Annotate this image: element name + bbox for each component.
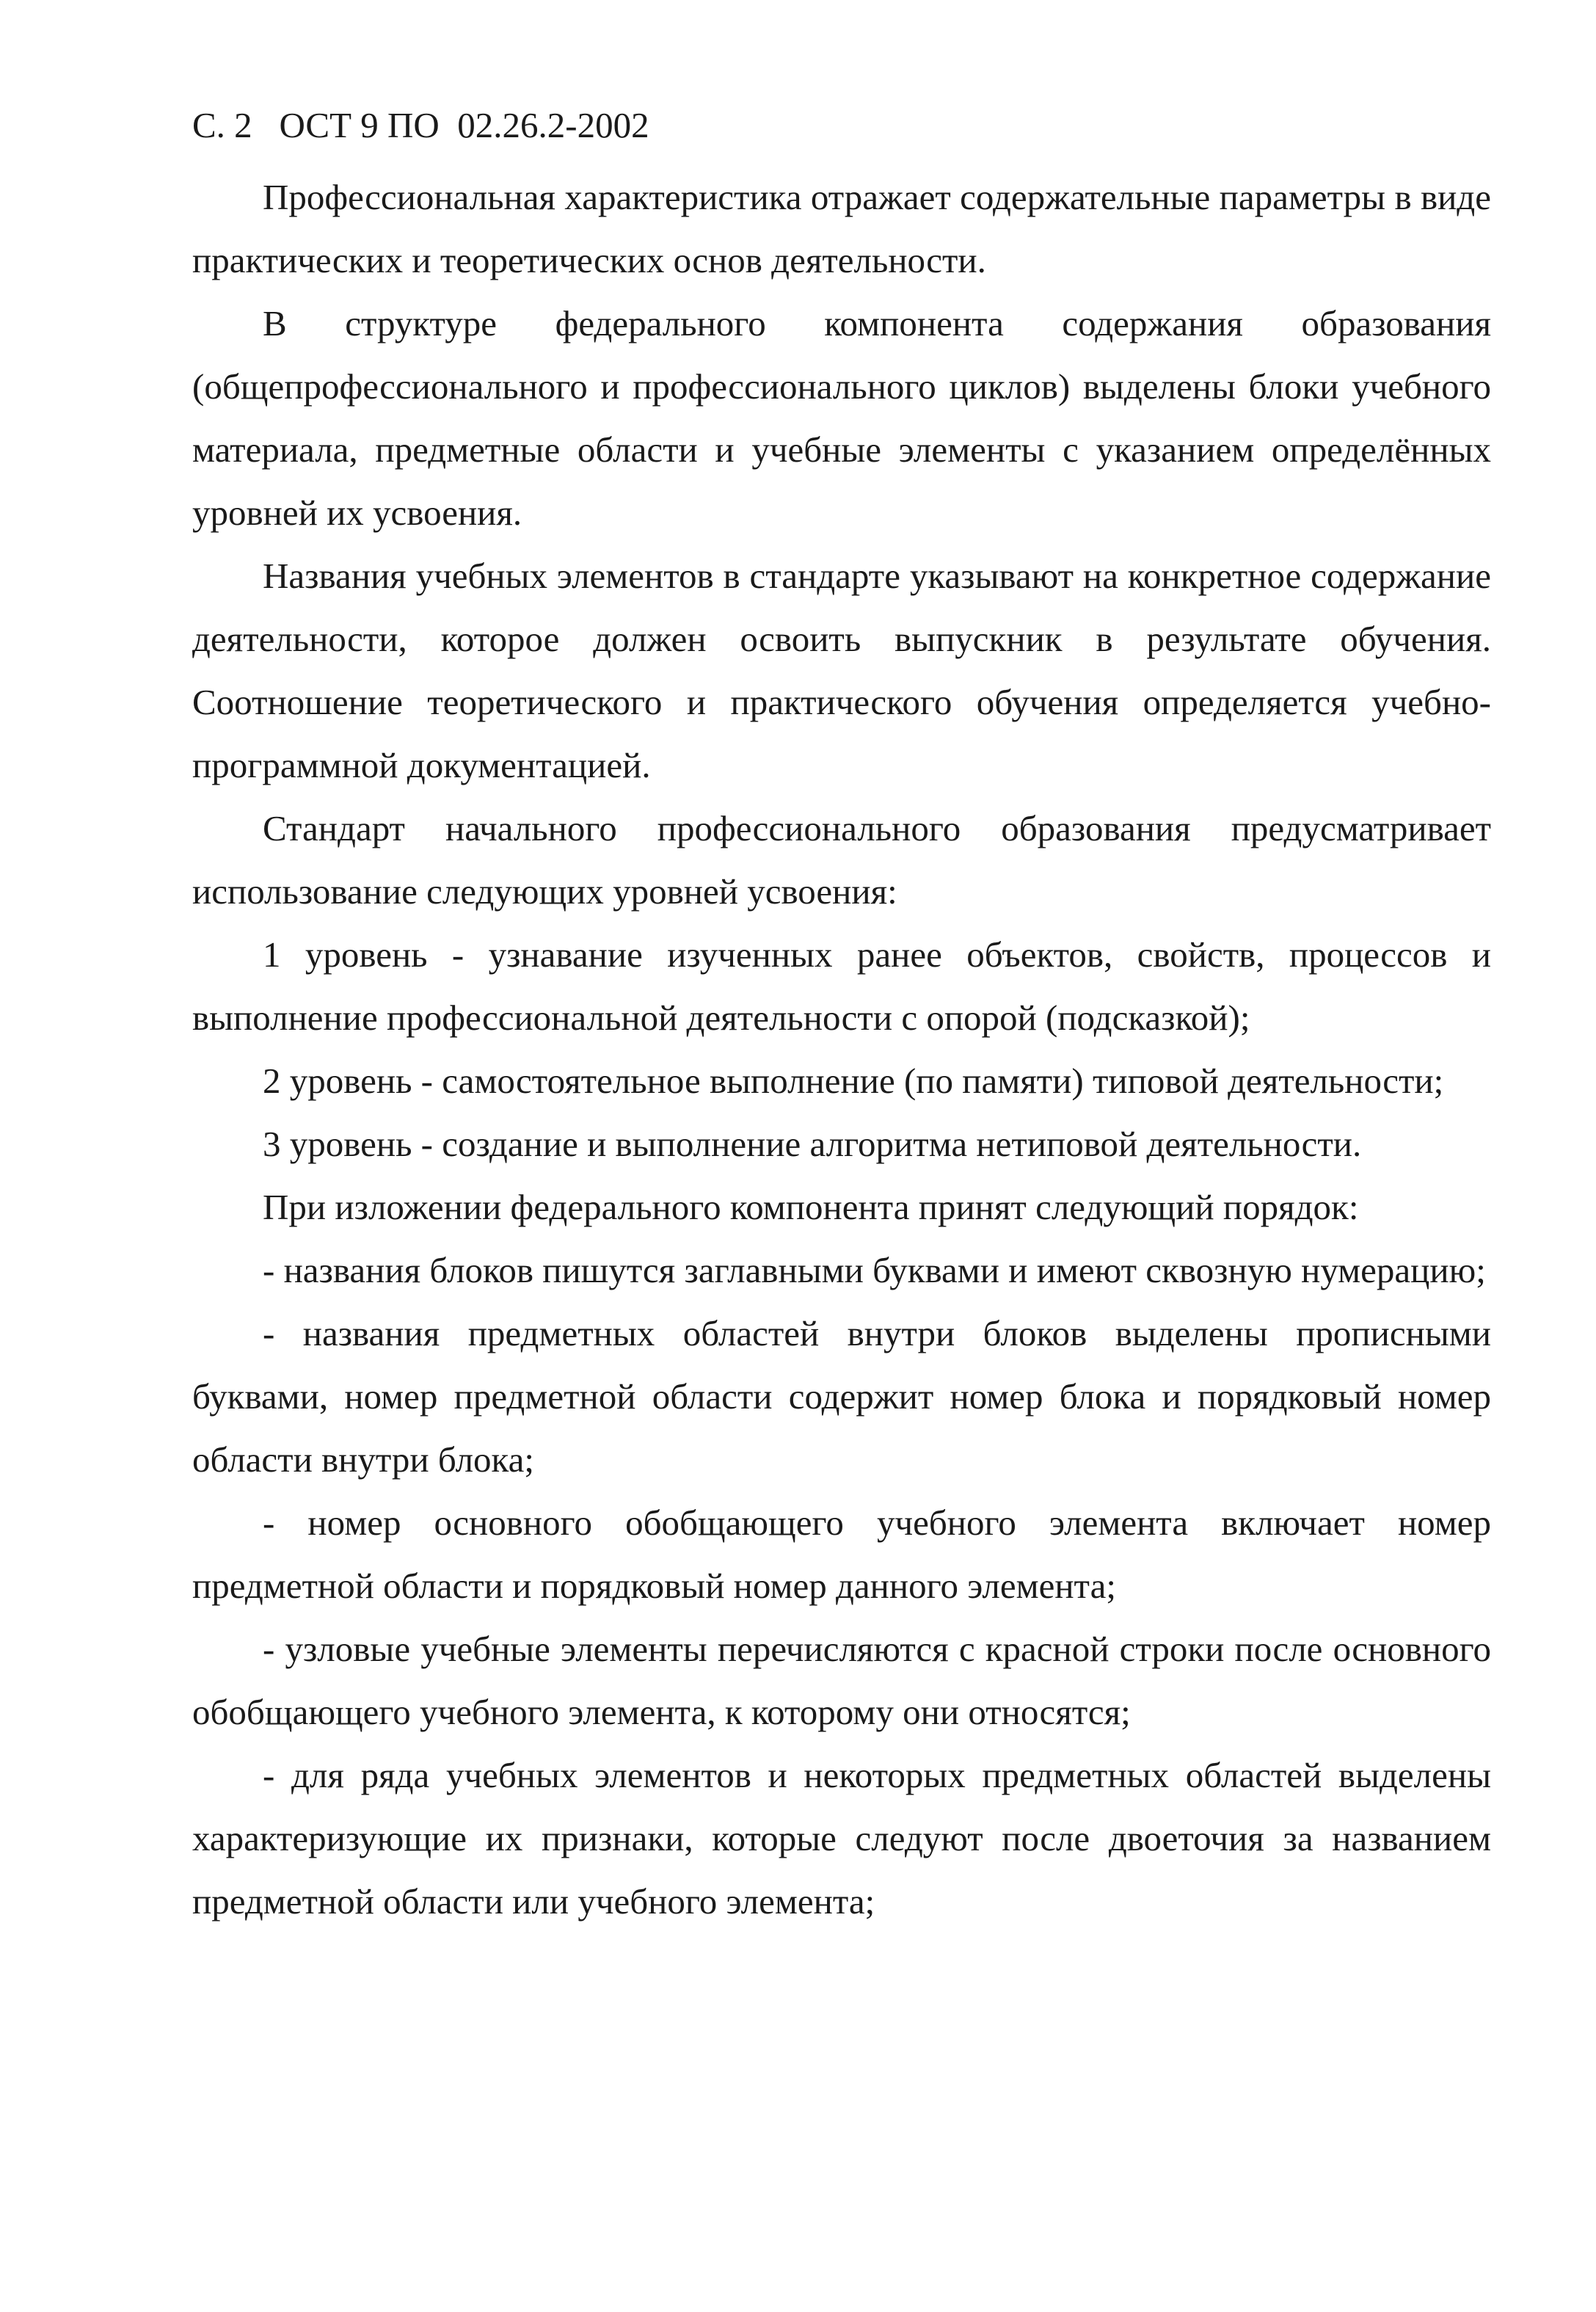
list-item: - узловые учебные элементы перечисляются с красной строки после основного обобщающего учебного элемента, к которому они относятся; (192, 1629, 1491, 1732)
list-item-level-2: 2 уровень - самостоятельное выполнение (по памяти) типовой деятельности; (263, 1061, 1444, 1101)
body-text (192, 166, 1491, 1933)
list-item: - названия блоков пишутся заглавными буквами и имеют сквозную нумерацию; (263, 1250, 1486, 1290)
paragraph: В структуре федерального компонента содержания образования (общепрофессионального и профессионального циклов) выделены блоки учебного материала, предметные области и учебные элементы с указанием определённых уровней их усвоения. (192, 303, 1491, 533)
list-item-level-3: 3 уровень - создание и выполнение алгоритма нетиповой деятельности. (263, 1124, 1362, 1164)
page-number: С. 2 (192, 105, 252, 145)
standard-code: ОСТ 9 ПО 02.26.2-2002 (279, 105, 649, 145)
list-item: - номер основного обобщающего учебного элемента включает номер предметной области и порядковый номер данного элемента; (192, 1502, 1491, 1606)
list-item: - названия предметных областей внутри блоков выделены прописными буквами, номер предметной области содержит номер блока и порядковый номер области внутри блока; (192, 1313, 1491, 1480)
paragraph: Профессиональная характеристика отражает содержательные параметры в виде практических и теоретических основ деятельности. (192, 177, 1491, 280)
paragraph: Названия учебных элементов в стандарте указывают на конкретное содержание деятельности, которое должен освоить выпускник в результате обучения. Соотношение теоретического и практического обучения определяется учебно-программной документацией. (192, 556, 1491, 785)
list-item: - для ряда учебных элементов и некоторых предметных областей выделены характеризующие их признаки, которые следуют после двоеточия за названием предметной области или учебного элемента; (192, 1755, 1491, 1922)
list-item-level-1: 1 уровень - узнавание изученных ранее объектов, свойств, процессов и выполнение профессиональной деятельности с опорой (подсказкой); (192, 934, 1491, 1038)
page-header (192, 100, 649, 151)
paragraph: При изложении федерального компонента принят следующий порядок: (263, 1187, 1359, 1227)
paragraph: Стандарт начального профессионального образования предусматривает использование следующих уровней усвоения: (192, 808, 1491, 912)
